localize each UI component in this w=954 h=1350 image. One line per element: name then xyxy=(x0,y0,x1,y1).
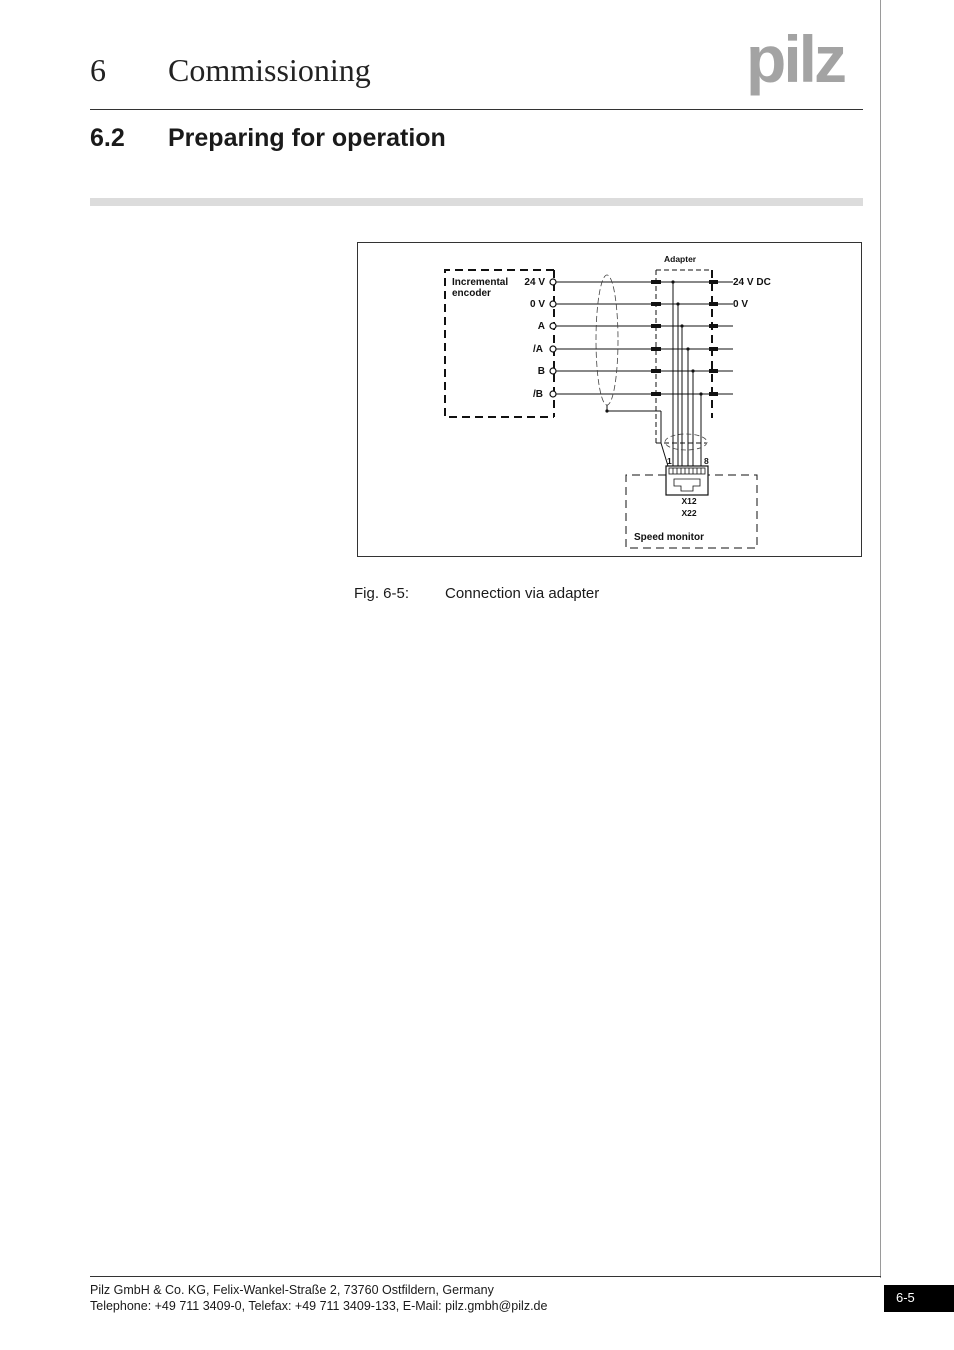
tap-dots xyxy=(671,280,702,395)
supply-24vdc: 24 V DC xyxy=(733,277,771,288)
figure-caption-label: Fig. 6-5: xyxy=(354,585,410,602)
section-title: Preparing for operation xyxy=(168,124,446,152)
pilz-logo xyxy=(746,26,866,96)
footer-address: Pilz GmbH & Co. KG, Felix-Wankel-Straße 2, 73760 Ostfildern, Germany xyxy=(90,1283,494,1297)
speed-monitor-label: Speed monitor xyxy=(634,532,705,543)
signal-a: A xyxy=(537,321,545,332)
adapter-contacts xyxy=(651,280,718,396)
figure-caption-text: Connection via adapter xyxy=(445,585,600,602)
margin-rule xyxy=(880,0,881,1278)
signal-0v: 0 V xyxy=(529,299,545,310)
cable-shield xyxy=(596,275,618,405)
footer-rule xyxy=(90,1276,881,1277)
connector-x12: X12 xyxy=(681,496,697,506)
pin-first: 1 xyxy=(667,456,672,466)
chapter-number: 6 xyxy=(90,52,106,88)
section-divider xyxy=(90,198,863,206)
diagram-canvas xyxy=(358,243,863,558)
wiring-diagram xyxy=(357,242,862,557)
signal-a-inv: /A xyxy=(533,344,543,355)
signal-b-inv: /B xyxy=(533,389,543,400)
signal-b: B xyxy=(537,366,545,377)
chapter-title: Commissioning xyxy=(168,52,371,88)
encoder-label-1: Incremental xyxy=(452,277,509,288)
connector-x22: X22 xyxy=(681,508,697,518)
page-number: 6-5 xyxy=(884,1285,954,1312)
supply-0v: 0 V xyxy=(733,299,749,310)
adapter-label: Adapter xyxy=(664,254,697,264)
footer-contact: Telephone: +49 711 3409-0, Telefax: +49 711 3409-133, E-Mail: pilz.gmbh@pilz.de xyxy=(90,1299,548,1313)
section-number: 6.2 xyxy=(90,124,125,152)
pin-last: 8 xyxy=(704,456,709,466)
header-rule xyxy=(90,109,863,110)
encoder-label-2: encoder xyxy=(452,288,491,299)
signal-24v: 24 V xyxy=(524,277,545,288)
signal-wires xyxy=(556,282,733,394)
logo-text: pilz xyxy=(746,26,844,96)
